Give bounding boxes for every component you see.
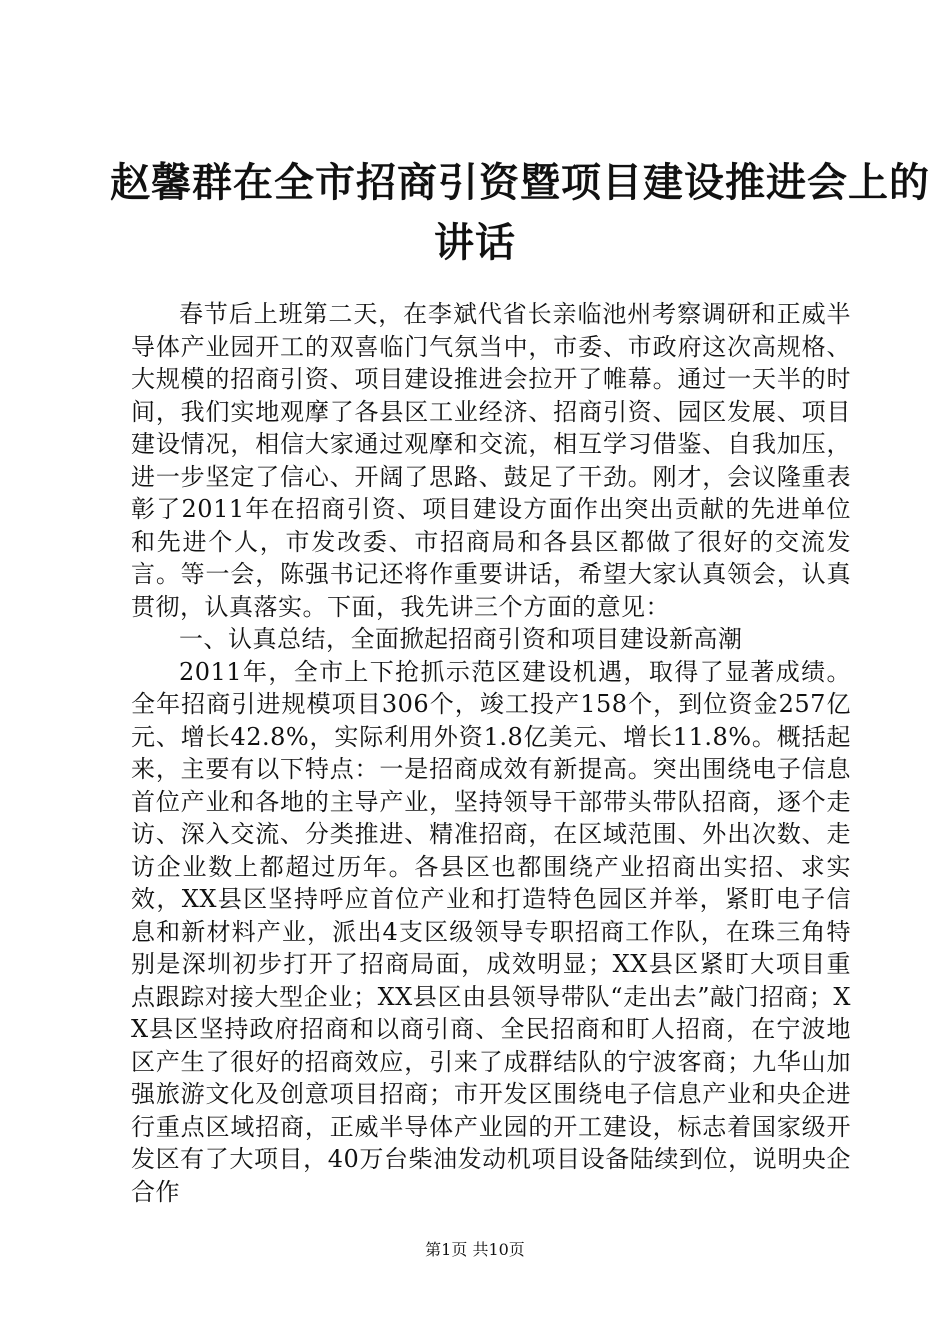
section-heading-1: 一、认真总结，全面掀起招商引资和项目建设新高潮: [179, 625, 743, 653]
page-number-footer: 第1页 共10页: [425, 1240, 525, 1259]
document-title-line-2: 讲话: [434, 219, 516, 266]
paragraph-intro: 春节后上班第二天，在李斌代省长亲临池州考察调研和正威半导体产业园开工的双喜临门气氛当中，市委、市政府这次高规格、大规模的招商引资、项目建设推进会拉开了帷幕。通过一天半的时间，我们实地观摩了各县区工业经济、招商引资、园区发展、项目建设情况，相信大家通过观摩和交流，相互学习借鉴、自我加压，进一步坚定了信心、开阔了思路、鼓足了干劲。刚才，会议隆重表彰了2011年在招商引资、项目建设方面作出突出贡献的先进单位和先进个人，市发改委、市招商局和各县区都做了很好的交流发言。等一会，陈强书记还将作重要讲话，希望大家认真领会，认真贯彻，认真落实。下面，我先讲三个方面的意见：: [131, 300, 851, 621]
paragraph-2011-summary: 2011年，全市上下抢抓示范区建设机遇，取得了显著成绩。全年招商引进规模项目306个，竣工投产158个，到位资金257亿元、增长42.8%，实际利用外资1.8亿美元、增长11.8%。概括起来，主要有以下特点：一是招商成效有新提高。突出围绕电子信息首位产业和各地的主导产业，坚持领导干部带头带队招商，逐个走访、深入交流、分类推进、精准招商，在区域范围、外出次数、走访企业数上都超过历年。各县区也都围绕产业招商出实招、求实效，XX县区坚持呼应首位产业和打造特色园区并举，紧盯电子信息和新材料产业，派出4支区级领导专职招商工作队，在珠三角特别是深圳初步打开了招商局面，成效明显；XX县区紧盯大项目重点跟踪对接大型企业；XX县区由县领导带队“走出去”敲门招商；XX县区坚持政府招商和以商引商、全民招商和盯人招商，在宁波地区产生了很好的招商效应，引来了成群结队的宁波客商；九华山加强旅游文化及创意项目招商；市开发区围绕电子信息产业和央企进行重点区域招商，正威半导体产业园的开工建设，标志着国家级开发区有了大项目，40万台柴油发动机项目设备陆续到位，说明央企合作: [131, 657, 851, 1206]
document-title-line-1: 赵馨群在全市招商引资暨项目建设推进会上的: [110, 159, 930, 206]
document-body: [131, 298, 851, 1208]
